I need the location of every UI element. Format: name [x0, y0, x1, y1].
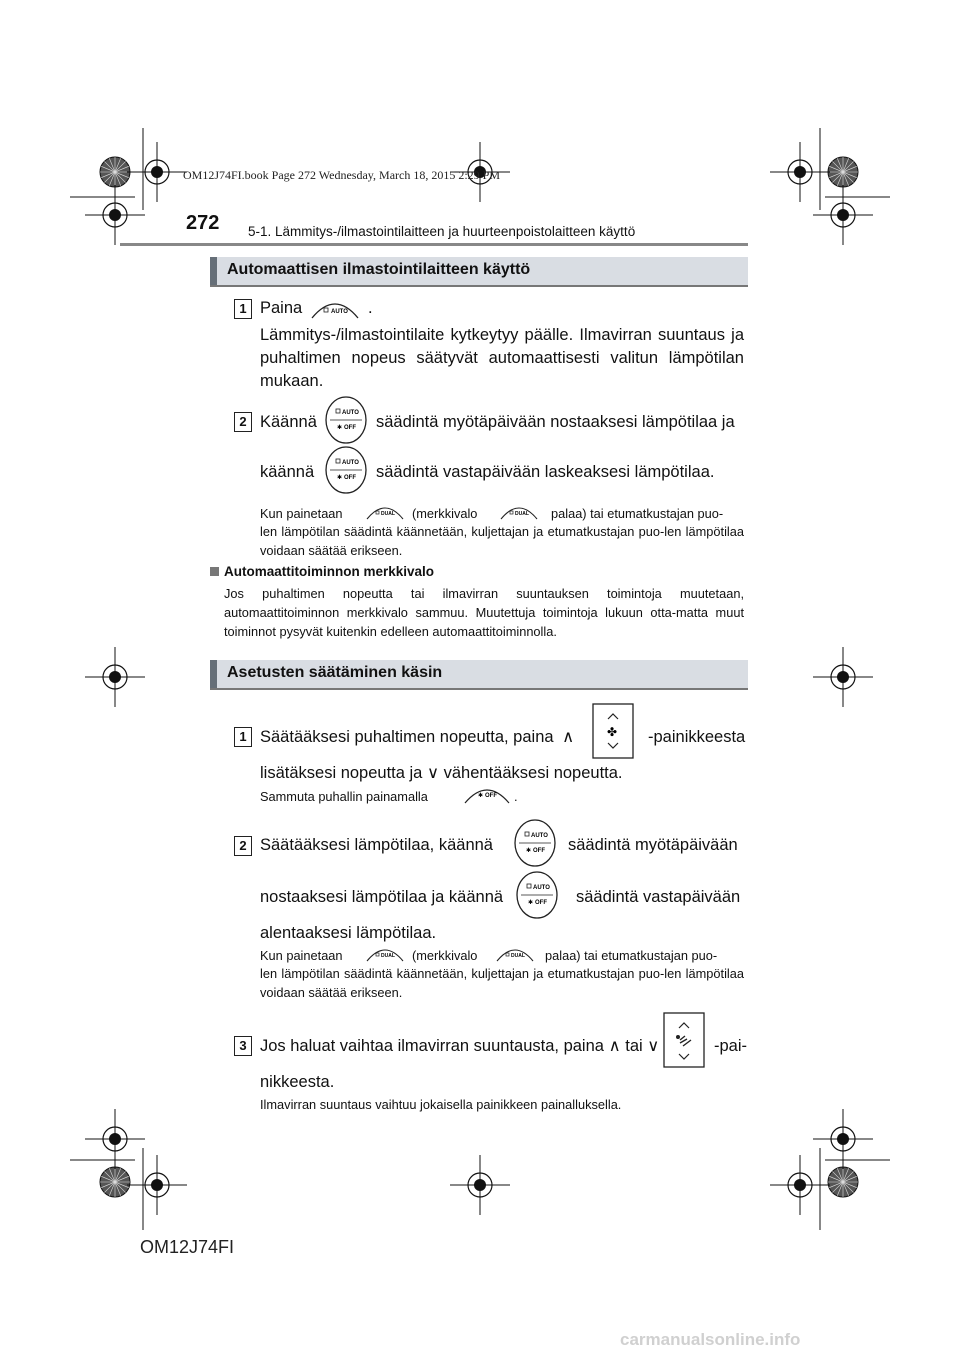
step-number: 3: [234, 1036, 252, 1056]
step-text: [260, 1035, 659, 1058]
step-text-post: säädintä myötäpäivään: [568, 836, 738, 854]
registration-mark-icon: [813, 185, 873, 245]
svg-text:✱: ✱: [526, 848, 532, 854]
up-arrow-symbol: ∧: [608, 1037, 621, 1055]
step-text-post: säädintä myötäpäivään nostaaksesi lämpötilaa ja: [376, 413, 735, 431]
step-text-pre: Säätääksesi puhaltimen nopeutta, paina: [260, 728, 554, 746]
svg-text:✱: ✱: [528, 900, 534, 906]
step-text-post: .: [368, 299, 373, 317]
svg-text:✱: ✱: [337, 425, 343, 431]
registration-mark-icon: [85, 185, 145, 245]
temperature-dial-icon: [514, 819, 556, 867]
note-text: palaa) tai etumatkustajan puo-: [551, 506, 724, 521]
section-rule: [210, 285, 748, 287]
note-text: Ilmavirran suuntaus vaihtuu jokaisella painikkeen painalluksella.: [260, 1097, 622, 1112]
step-number: 2: [234, 412, 252, 432]
dual-button-icon: [366, 944, 404, 962]
dual-button-icon: [366, 502, 404, 520]
step-number: 1: [234, 727, 252, 747]
step-text-post: säädintä vastapäivään: [576, 888, 741, 906]
temperature-dial-icon: [325, 396, 367, 444]
fan-off-button-icon: [463, 783, 511, 805]
step-number: 1: [234, 299, 252, 319]
step-text-b: vähentääksesi nopeutta.: [443, 764, 623, 782]
registration-mark-icon: [127, 1155, 187, 1215]
step-text-pre: Paina: [260, 299, 303, 317]
step-text-pre: Jos haluat vaihtaa ilmavirran suuntausta, paina: [260, 1037, 604, 1055]
registration-mark-icon: [85, 647, 145, 707]
auto-label: AUTO: [531, 833, 548, 839]
note-text: (merkkivalo: [412, 506, 478, 521]
step-description: Lämmitys-/ilmastointilaite kytkeytyy päälle. Ilmavirran suuntaus ja puhaltimen nopeus säätyvät automaattisesti valitun lämpötilan mukaan.: [260, 326, 744, 390]
step-text-post: -pai-: [714, 1037, 748, 1055]
note-text: Sammuta puhallin painamalla: [260, 789, 428, 804]
section-title: Automaattisen ilmastointilaitteen käyttö: [227, 261, 531, 278]
registration-star-icon: [828, 1167, 858, 1197]
off-label: OFF: [344, 475, 356, 481]
watermark: carmanualsonline.info: [620, 1330, 801, 1349]
auto-label: AUTO: [342, 460, 359, 466]
step-text-a: lisätäksesi nopeutta ja: [260, 764, 423, 782]
step-number: 2: [234, 836, 252, 856]
step-text-tai: tai: [625, 1037, 643, 1055]
section-heading-automatic: [210, 257, 748, 285]
registration-mark-icon: [813, 647, 873, 707]
step-text: alentaaksesi lämpötilaa.: [260, 924, 437, 942]
auto-label: AUTO: [331, 309, 348, 315]
step-text-pre: Käännä: [260, 413, 317, 431]
subheading-body: Jos puhaltimen nopeutta tai ilmavirran suuntauksen toimintoja muutetaan, automaattitoiminnon merkkivalo sammuu. Muutettuja toimintoja lukuun otta-matta muut toiminnot pysyvät kuitenkin edelleen automaattitoiminnolla.: [224, 586, 744, 639]
subheading: [210, 564, 434, 579]
section-heading-manual: [210, 660, 748, 688]
auto-label: AUTO: [533, 885, 550, 891]
step-text-post: säädintä vastapäivään laskeaksesi lämpötilaa.: [376, 463, 715, 481]
off-label: OFF: [535, 900, 547, 906]
temperature-dial-icon: [516, 871, 558, 919]
dual-label: DUAL: [381, 511, 395, 517]
step-text: nikkeesta.: [260, 1073, 335, 1091]
dual-button-icon: [500, 502, 538, 520]
file-info: OM12J74FI.book Page 272 Wednesday, March 18, 2015 2:29 PM: [183, 168, 501, 182]
note-text: palaa) tai etumatkustajan puo-: [545, 948, 718, 963]
chapter-title: 5-1. Lämmitys-/ilmastointilaitteen ja huurteenpoistolaitteen käyttö: [248, 224, 636, 239]
step-text-pre: käännä: [260, 463, 315, 481]
note-text: len lämpötilan säädintä käännetään, kuljettajan ja etumatkustajan puo-len lämpötilaa voidaan säätää erikseen.: [260, 524, 744, 558]
note-text: Kun painetaan: [260, 506, 343, 521]
registration-mark-icon: [770, 142, 830, 202]
off-label: OFF: [344, 425, 356, 431]
up-arrow-symbol: ∧: [562, 728, 575, 746]
registration-star-icon: [828, 157, 858, 187]
step-text: [260, 297, 302, 320]
note-text: (merkkivalo: [412, 948, 478, 963]
fan-speed-button-icon: [592, 703, 634, 759]
svg-text:✤: ✤: [607, 725, 618, 739]
temperature-dial-icon: [325, 446, 367, 494]
registration-star-icon: [100, 1167, 130, 1197]
section-rule: [210, 688, 748, 690]
page-number: 272: [186, 212, 220, 234]
registration-mark-icon: [450, 1155, 510, 1215]
airflow-mode-button-icon: [663, 1012, 705, 1068]
note-text: Kun painetaan: [260, 948, 343, 963]
dual-button-icon: [496, 944, 534, 962]
square-bullet-icon: [210, 567, 219, 576]
down-arrow-symbol: ∨: [426, 764, 440, 782]
dual-label: DUAL: [511, 953, 525, 959]
step-text-post: -painikkeesta: [648, 728, 746, 746]
note-text: len lämpötilan säädintä käännetään, kuljettajan ja etumatkustajan puo-len lämpötilaa voidaan säätää erikseen.: [260, 966, 744, 1000]
off-label: OFF: [485, 793, 497, 799]
step-text: [260, 726, 574, 749]
note-text-post: .: [514, 789, 518, 804]
section-title: Asetusten säätäminen käsin: [227, 664, 443, 681]
auto-label: AUTO: [342, 410, 359, 416]
registration-mark-icon: [770, 1155, 830, 1215]
dual-label: DUAL: [515, 511, 529, 517]
step-text: [260, 762, 623, 785]
svg-text:✱: ✱: [478, 793, 484, 799]
auto-button-icon: [310, 296, 360, 320]
header-rule: [120, 243, 748, 246]
registration-mark-icon: [127, 142, 187, 202]
off-label: OFF: [533, 848, 545, 854]
down-arrow-symbol: ∨: [647, 1037, 660, 1055]
document-code: OM12J74FI: [140, 1237, 235, 1257]
subheading-text: Automaattitoiminnon merkkivalo: [224, 564, 435, 579]
step-text-pre: Säätääksesi lämpötilaa, käännä: [260, 836, 493, 854]
dual-label: DUAL: [381, 953, 395, 959]
svg-text:✱: ✱: [337, 475, 343, 481]
registration-star-icon: [100, 157, 130, 187]
step-text-pre: nostaaksesi lämpötilaa ja käännä: [260, 888, 504, 906]
